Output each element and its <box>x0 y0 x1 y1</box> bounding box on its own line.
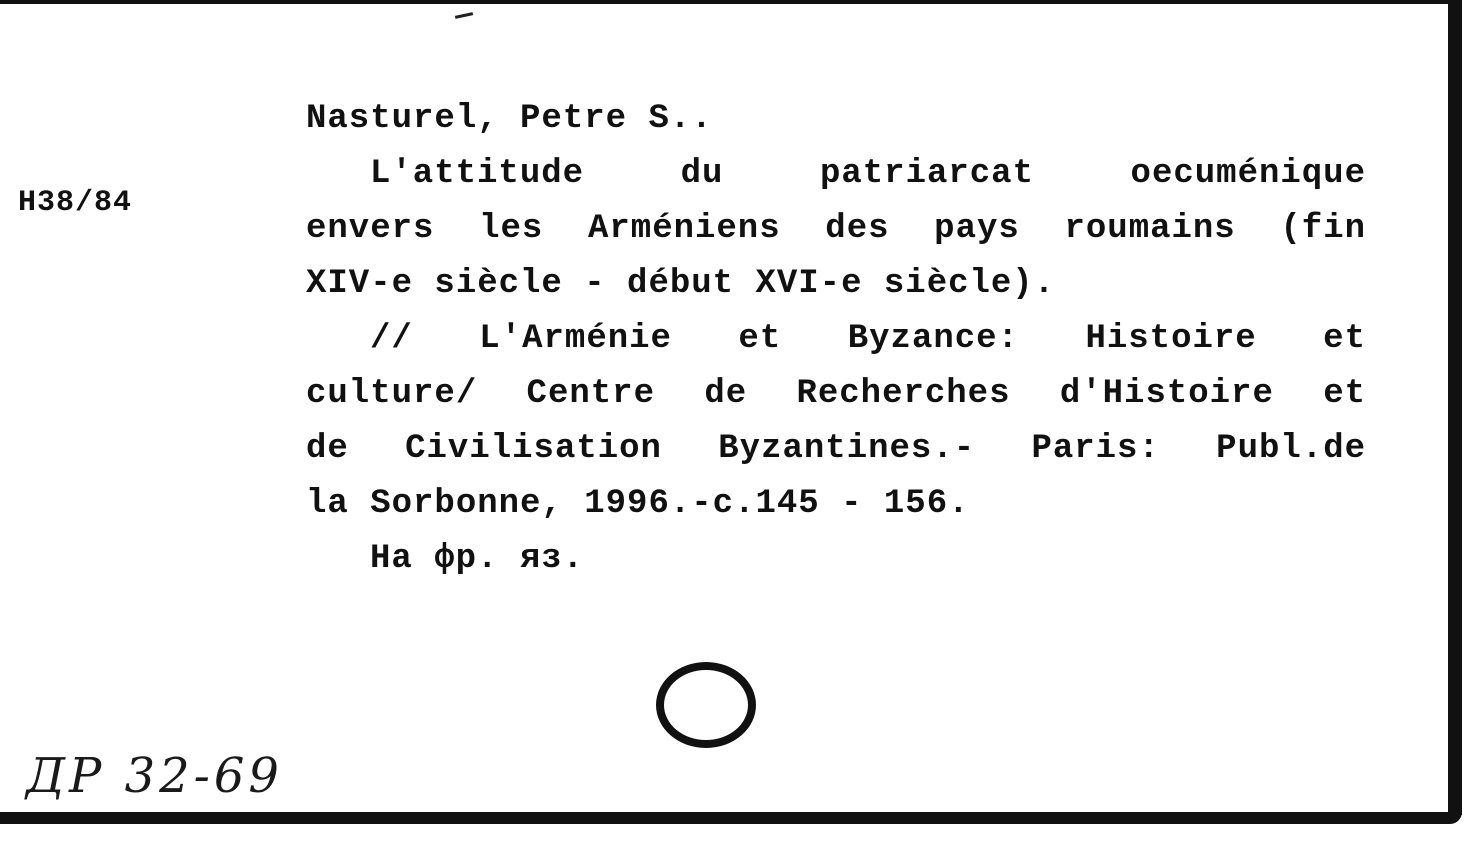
source-line-3: de Civilisation Byzantines.- Paris: Publ.de <box>306 430 1366 468</box>
handwritten-note: ДР 32-69 <box>26 748 283 804</box>
language-note: На фр. яз. <box>370 540 585 578</box>
call-number: H38/84 <box>18 186 133 220</box>
card-top-edge <box>0 0 1460 4</box>
source-line-1: // L'Arménie et Byzance: Histoire et <box>370 320 1366 358</box>
source-line-2: culture/ Centre de Recherches d'Histoire et <box>306 375 1366 413</box>
bibliographic-entry <box>306 92 1366 587</box>
punch-hole <box>656 662 756 748</box>
title-line-2: envers les Arméniens des pays roumains (fin <box>306 210 1366 248</box>
title-line-3: XIV-e siècle - début XVI-e siècle). <box>306 265 1056 303</box>
author-line: Nasturel, Petre S.. <box>306 100 713 138</box>
card-right-edge <box>1448 0 1462 815</box>
title-line-1: L'attitude du patriarcat oecuménique <box>370 155 1366 193</box>
source-line-4: la Sorbonne, 1996.-c.145 - 156. <box>306 485 970 523</box>
ink-mark <box>455 12 473 19</box>
card-bottom-edge <box>0 812 1462 824</box>
